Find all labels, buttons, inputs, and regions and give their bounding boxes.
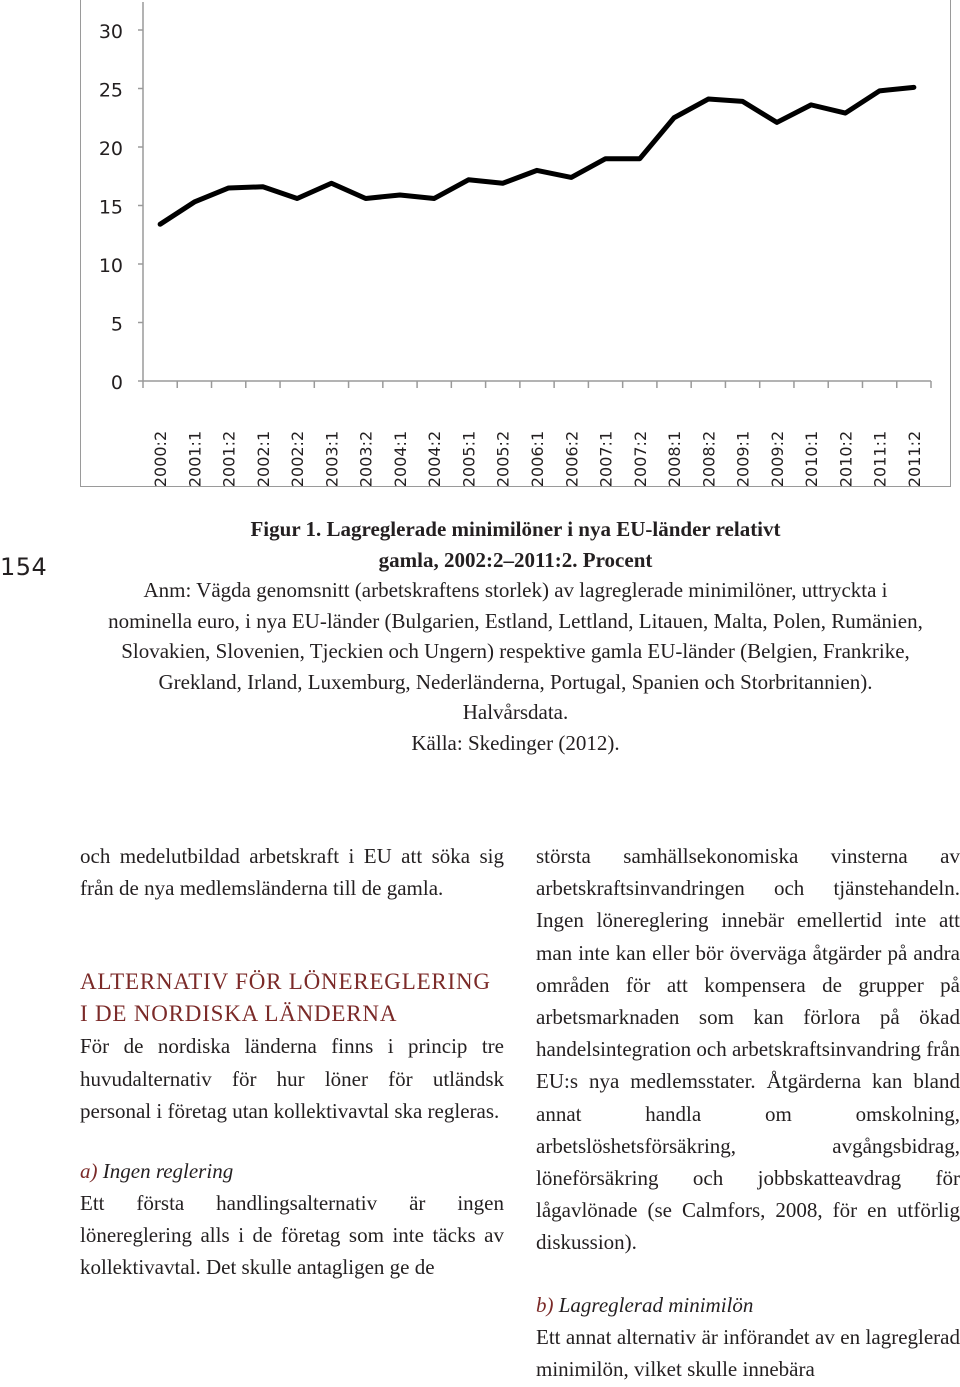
chart-frame [80,0,951,487]
series-line [160,87,914,224]
chart-axes [143,2,931,388]
y-tick-label: 25 [98,79,123,102]
x-axis-ticks [151,431,924,487]
figure-source: Källa: Skedinger (2012). [411,730,620,755]
subsection-heading-a [80,1155,504,1187]
y-tick-label: 15 [98,196,123,219]
x-tick-label: 2002:1 [253,430,273,487]
x-tick-label: 2004:2 [425,430,445,487]
x-tick-label: 2010:1 [802,430,822,487]
figure-note: Anm: Vägda genomsnitt (arbetskraftens storlek) av lagreglerade minimilöner, uttryckta i nominella euro, i nya EU-länder (Bulgarien, Estland, Lettland, Litauen, Malta, Polen, Rumänien, Slovakien, Slovenien, Tjeckien och Ungern) respektive gamla EU-länder (Belgien, Frankrike, Grekland, Irland, Luxemburg, Nederländerna, Portugal, Spanien och Storbritannien). Halvårsdata. [108,578,923,724]
paragraph: Ett annat alternativ är införandet av en lagreglerad minimilön, vilket skulle innebära [536,1324,960,1381]
list-marker: b) [536,1292,554,1317]
x-tick-label: 2008:2 [699,430,719,487]
x-tick-label: 2009:1 [733,430,753,487]
y-axis-ticks [99,21,143,394]
x-tick-label: 2006:1 [528,430,547,487]
subsection-label: Ingen reglering [102,1159,234,1184]
x-tick-label: 2011:1 [870,430,890,487]
line-chart [81,0,952,487]
x-tick-label: 2007:1 [596,430,616,487]
y-tick-label: 0 [110,372,123,394]
left-column [80,840,504,1284]
x-tick-label: 2002:2 [288,430,308,487]
chart-series [160,87,914,224]
x-tick-label: 2008:1 [665,430,685,487]
x-tick-label: 2011:2 [904,430,924,487]
paragraph: Ett första handlingsalternativ är ingen lönereglering alls i de företag som inte täcks av kollektivavtal. Det skulle antagligen ge de [80,1191,504,1280]
x-tick-label: 2006:2 [562,430,582,487]
y-tick-label: 10 [98,255,123,277]
subsection-heading-b [536,1289,960,1321]
y-tick-label: 5 [110,313,123,336]
x-tick-label: 2005:1 [459,430,479,487]
x-tick-label: 2001:2 [219,430,239,487]
figure-caption [80,514,951,758]
right-column [536,840,960,1385]
subsection-label: Lagreglerad minimilön [558,1292,754,1317]
section-heading: ALTERNATIV FÖR LÖNEREGLERING I DE NORDISKA LÄNDERNA [80,969,491,1027]
x-tick-label: 2004:1 [390,430,410,487]
list-marker: a) [80,1159,98,1184]
y-tick-label: 30 [98,21,123,43]
paragraph: och medelutbildad arbetskraft i EU att söka sig från de nya medlemsländerna till de gamla. [80,844,504,901]
y-tick-label: 20 [98,138,123,160]
x-tick-label: 2003:2 [356,430,376,487]
x-tick-label: 2010:2 [836,430,856,487]
page-number: 154 [0,553,48,581]
x-tick-label: 2005:2 [493,430,513,487]
x-tick-label: 2000:2 [151,430,171,487]
paragraph: För de nordiska länderna finns i princip tre huvudalternativ för hur löner för utländsk personal i företag utan kollektivavtal ska regleras. [80,1034,504,1123]
paragraph: största samhällsekonomiska vinsterna av arbetskraftsinvandringen och tjänstehandeln. Ingen lönereglering innebär emellertid inte att man inte kan eller bör överväga åtgärder på andra områden för att kompensera de grupper på arbetsmarknaden som kan förlora på ökad handelsintegration och arbetskraftsinvandring från EU:s nya medlemsstater. Åtgärderna kan bland annat handla om omskolning, arbetslöshetsförsäkring, avgångsbidrag, löneförsäkring och jobbskatteavdrag för lågavlönade (se Calmfors, 2008, för en utförlig diskussion). [536,844,960,1255]
x-tick-label: 2009:2 [767,430,787,487]
x-tick-label: 2001:1 [185,430,205,487]
figure-title: Figur 1. Lagreglerade minimilöner i nya EU-länder relativt gamla, 2002:2–2011:2. Procent [250,517,781,572]
x-tick-label: 2003:1 [322,430,342,487]
x-tick-label: 2007:2 [630,430,650,487]
